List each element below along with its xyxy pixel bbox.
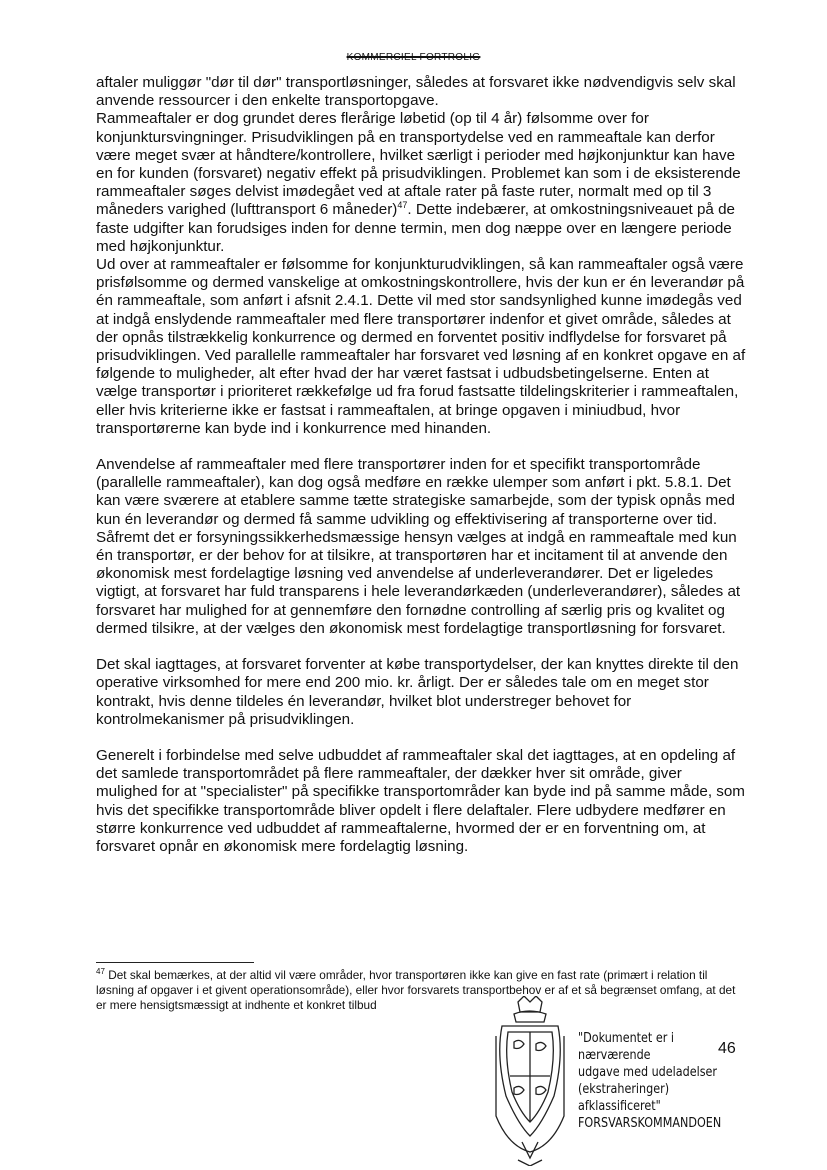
stamp-line: (ekstraheringer) afklassificeret" bbox=[578, 1082, 670, 1114]
paragraph: Generelt i forbindelse med selve udbuddet af rammeaftaler skal det iagttages, at en opdeling af det samlede transportområdet på flere rammeaftaler, der dækker hver sit område, giver mulighed for at "specialister" på specifikke transportområder kan byde ind på samme måde, som hvis det specifikke transportområde bliver opdelt i flere delaftaler. Flere udbydere medfører en større konkurrence ved udbuddet af rammeaftalerne, hvormed der er en forventning om, at forsvaret opnår en økonomisk mere fordelagtig løsning. bbox=[96, 746, 745, 855]
footnote bbox=[96, 968, 746, 1013]
paragraph-text: . Dette indebærer, at omkostningsniveauet på de faste udgifter kan forudsiges inden for denne termin, men dog næppe over en længere periode med højkonjunktur. bbox=[96, 201, 735, 255]
stamp-line: "Dokumentet er i nærværende bbox=[578, 1031, 674, 1063]
page-number: 46 bbox=[718, 1040, 736, 1057]
classification-label: KOMMERCIEL FORTROLIG bbox=[346, 52, 481, 63]
classification-header bbox=[0, 52, 827, 63]
stamp-line: FORSVARSKOMMANDOEN bbox=[578, 1116, 722, 1131]
document-body bbox=[96, 74, 746, 856]
paragraph: Anvendelse af rammeaftaler med flere transportører inden for et specifikt transportområde (parallelle rammeaftaler), kan dog også medføre en række ulemper som anført i pkt. 5.8.1. Det kan være sværere at etablere samme tætte strategiske samarbejde, som der typisk opnås med kun én leverandør og dermed få samme udvikling og effektivisering af transporterne over tid. Såfremt det er forsyningssikkerhedsmæssige hensyn vælges at indgå en rammeaftale med kun én transportør, er der behov for at tilsikre, at transportøren har et incitament til at anvende den økonomisk mest fordelagtige løsning ved anvendelse af underleverandører. Det er ligeledes vigtigt, at forsvaret har fuld transparens i hele leverandørkæden (underleverandører), således at forsvaret har mulighed for at gennemføre den fornødne controlling af særlig pris og kvalitet og dermed tilsikre, at der vælges den økonomisk mest fordelagtige transportløsning for forsvaret. bbox=[96, 456, 741, 637]
paragraph: Det skal iagttages, at forsvaret forventer at købe transportydelser, der kan knyttes direkte til den operative virksomhed for mere end 200 mio. kr. årligt. Der er således tale om en meget stor kontrakt, hvis denne tildeles én leverandør, hvilket blot understreger behovet for kontrolmekanismer på prisudviklingen. bbox=[96, 656, 739, 728]
paragraph-text: Rammeaftaler er dog grundet deres flerårige løbetid (op til 4 år) følsomme over for konjunktursvingninger. Prisudviklingen på en transportydelse ved en rammeaftale kan derfor være meget svær at håndtere/kontrollere, hvilket særligt i perioder med højkonjunktur kan have en for kunden (forsvaret) negativ effekt på prisudviklingen. Problemet kan som i de eksisterende rammeaftaler søges delvist imødegået ved at aftale rater på faste ruter, normalt med op til 3 måneders varighed (lufttransport 6 måneder) bbox=[96, 110, 741, 219]
paragraph: Ud over at rammeaftaler er følsomme for konjunkturudviklingen, så kan rammeaftaler også være prisfølsomme og dermed vanskelige at omkostningskontrollere, hvis der kun er én leverandør på én rammeaftale, som anført i afsnit 2.4.1. Dette vil med stor sandsynlighed kunne imødegås ved at indgå enslydende rammeaftaler med flere transportører indenfor et givet område, således at der opnås tilstrækkelig konkurrence og dermed en forventet positiv indflydelse for forsvaret på prisudviklingen. Ved parallelle rammeaftaler har forsvaret ved løsning af en konkret opgave en af følgende to muligheder, alt efter hvad der har været fastsat i udbudsbetingelserne. Enten at vælge transportør i prioriteret rækkefølge ud fra forud fastsatte tildelingskriterier i rammeaftalen, eller hvis kriterierne ikke er fastsat i rammeaftalen, at bringe opgaven i miniudbud, hvor transportørerne kan byde ind i konkurrence med hinanden. bbox=[96, 256, 746, 437]
footnote-number: 47 bbox=[96, 967, 105, 977]
paragraph: aftaler muliggør "dør til dør" transportløsninger, således at forsvaret ikke nødvendigvis selv skal anvende ressourcer i den enkelte transportopgave. bbox=[96, 74, 736, 110]
footnote-reference[interactable]: 47 bbox=[397, 200, 408, 211]
stamp-line: udgave med udeladelser bbox=[578, 1065, 717, 1080]
footnote-text: Det skal bemærkes, at der altid vil være områder, hvor transportøren ikke kan give en fast rate (primært i relation til løsning af opgaver i et givent operationsområde), eller hvor forsvarets transportbehov er af et så begrænset omfang, at det er mere hensigtsmæssigt at indhente et konkret tilbud bbox=[96, 968, 736, 1012]
footnote-separator bbox=[96, 962, 254, 963]
paragraph bbox=[96, 110, 746, 256]
coat-of-arms-stamp-icon bbox=[488, 996, 570, 1166]
